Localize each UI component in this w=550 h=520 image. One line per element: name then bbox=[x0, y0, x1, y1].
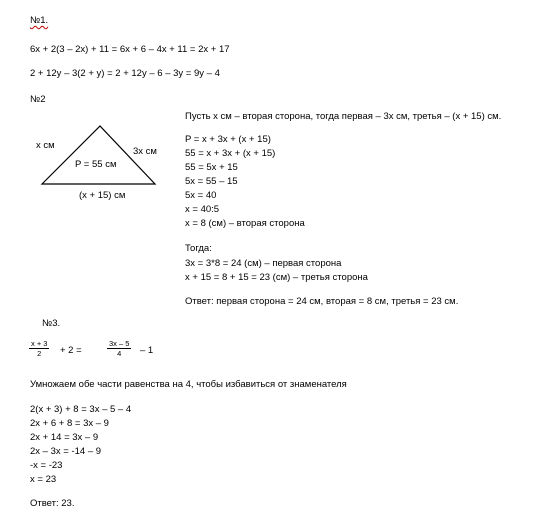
section2-heading: №2 bbox=[30, 94, 46, 105]
section3-heading: №3. bbox=[42, 318, 61, 329]
triangle-perimeter-label: P = 55 см bbox=[75, 159, 117, 170]
section1-line-1: 6x + 2(3 – 2x) + 11 = 6x + 6 – 4x + 11 = 2x + 17 bbox=[30, 44, 230, 55]
solution-line-7: x = 8 (см) – вторая сторона bbox=[185, 218, 305, 229]
triangle-right-side-label: 3x см bbox=[133, 146, 157, 157]
section3-answer: Ответ: 23. bbox=[30, 498, 75, 509]
solution-line-5: 5x = 40 bbox=[185, 190, 217, 201]
fraction-right-numerator: 3x – 5 bbox=[109, 339, 130, 348]
solution-line-2: 55 = x + 3x + (x + 15) bbox=[185, 148, 276, 159]
then-line-2: x + 15 = 8 + 15 = 23 (см) – третья сторона bbox=[185, 272, 368, 283]
section3-line-2: 2x + 6 + 8 = 3x – 9 bbox=[30, 418, 109, 429]
triangle-left-side-label: x см bbox=[36, 140, 55, 151]
triangle-base-label: (x + 15) см bbox=[79, 190, 126, 201]
then-label: Тогда: bbox=[185, 243, 212, 254]
solution-line-1: P = x + 3x + (x + 15) bbox=[185, 134, 271, 145]
then-line-1: 3x = 3*8 = 24 (см) – первая сторона bbox=[185, 258, 342, 269]
section3-explanation: Умножаем обе части равенства на 4, чтобы избавиться от знаменателя bbox=[30, 379, 347, 390]
fraction-right-denominator: 4 bbox=[117, 349, 122, 358]
fraction-left bbox=[29, 339, 49, 358]
fraction-left-numerator: x + 3 bbox=[31, 339, 48, 348]
solution-line-6: x = 40:5 bbox=[185, 204, 220, 215]
section1-line-2: 2 + 12y – 3(2 + y) = 2 + 12y – 6 – 3y = 9y – 4 bbox=[30, 68, 220, 79]
fraction-left-denominator: 2 bbox=[37, 349, 42, 358]
section3-line-3: 2x + 14 = 3x – 9 bbox=[30, 432, 99, 443]
section2-answer: Ответ: первая сторона = 24 см, вторая = 8 см, третья = 23 см. bbox=[185, 296, 459, 307]
equation-tail: – 1 bbox=[140, 345, 154, 356]
section3-line-4: 2x – 3x = -14 – 9 bbox=[30, 446, 102, 457]
section3-line-5: -x = -23 bbox=[30, 460, 63, 471]
equation-middle: + 2 = bbox=[60, 345, 82, 356]
section3-line-1: 2(x + 3) + 8 = 3x – 5 – 4 bbox=[30, 404, 132, 415]
section2-intro: Пусть x см – вторая сторона, тогда первая – 3x см, третья – (x + 15) см. bbox=[185, 111, 502, 122]
section1-heading: №1. bbox=[30, 15, 49, 26]
fraction-right bbox=[107, 339, 131, 358]
section3-line-6: x = 23 bbox=[30, 474, 57, 485]
solution-line-3: 55 = 5x + 15 bbox=[185, 162, 238, 173]
solution-line-4: 5x = 55 – 15 bbox=[185, 176, 238, 187]
